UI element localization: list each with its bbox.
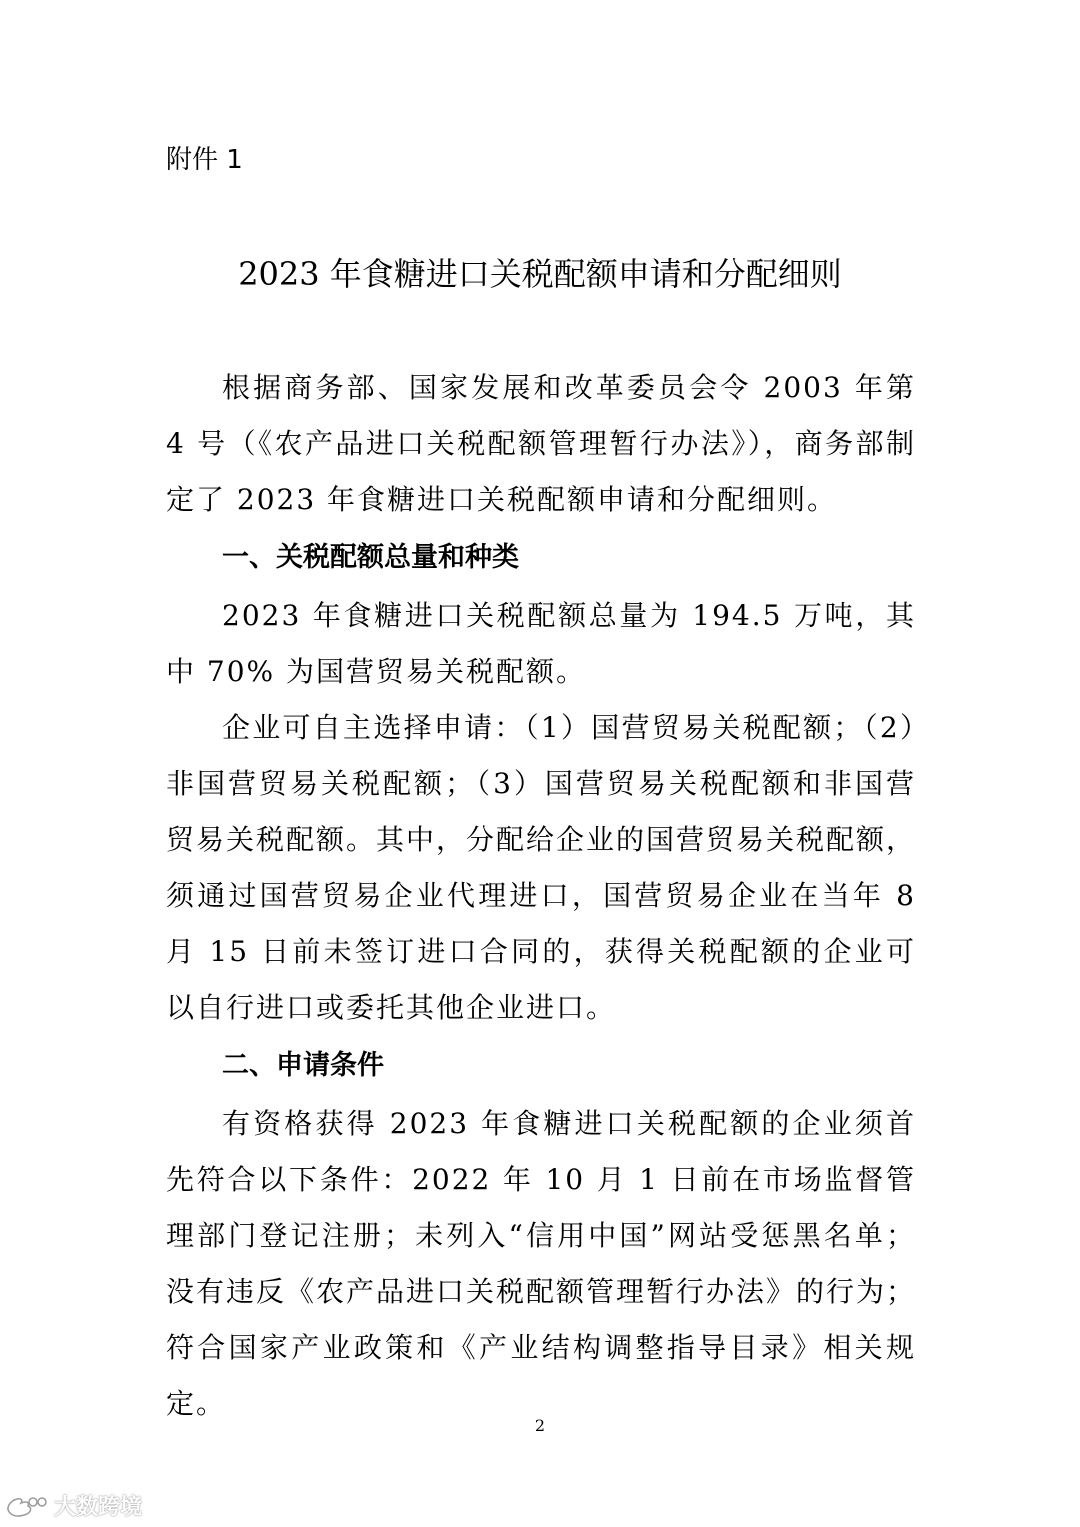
section-heading-conditions: 二、申请条件: [222, 1050, 384, 1081]
watermark-text: 大数跨境: [54, 1495, 143, 1520]
paragraph-intro: 根据商务部、国家发展和改革委员会令 2003 年第 4 号（《农产品进口关税配额管理暂行办法》），商务部制定了 2023 年食糖进口关税配额申请和分配细则。: [166, 371, 916, 516]
watermark: [4, 1490, 142, 1521]
weibo-style-logo-icon: [4, 1493, 50, 1519]
document-title: 2023 年食糖进口关税配额申请和分配细则: [238, 255, 842, 293]
paragraph-quota-total: 2023 年食糖进口关税配额总量为 194.5 万吨，其中 70% 为国营贸易关税配额。: [166, 599, 916, 688]
page-number: 2: [534, 1416, 546, 1435]
paragraph-conditions: 有资格获得 2023 年食糖进口关税配额的企业须首先符合以下条件：2022 年 10 月 1 日前在市场监督管理部门登记注册；未列入“信用中国”网站受惩黑名单；没有违反《农产品进口关税配额管理暂行办法》的行为；符合国家产业政策和《产业结构调整指导目录》相关规定。: [166, 1107, 917, 1420]
section-heading-quota-total: 一、关税配额总量和种类: [222, 542, 519, 573]
attachment-label: 附件 1: [166, 145, 243, 175]
document-body: [166, 360, 916, 1432]
paragraph-application-options: 企业可自主选择申请：（1）国营贸易关税配额；（2）非国营贸易关税配额；（3）国营贸易关税配额和非国营贸易关税配额。其中，分配给企业的国营贸易关税配额，须通过国营贸易企业代理进口，国营贸易企业在当年 8 月 15 日前未签订进口合同的，获得关税配额的企业可以自行进口或委托其他企业进口。: [166, 711, 917, 1024]
